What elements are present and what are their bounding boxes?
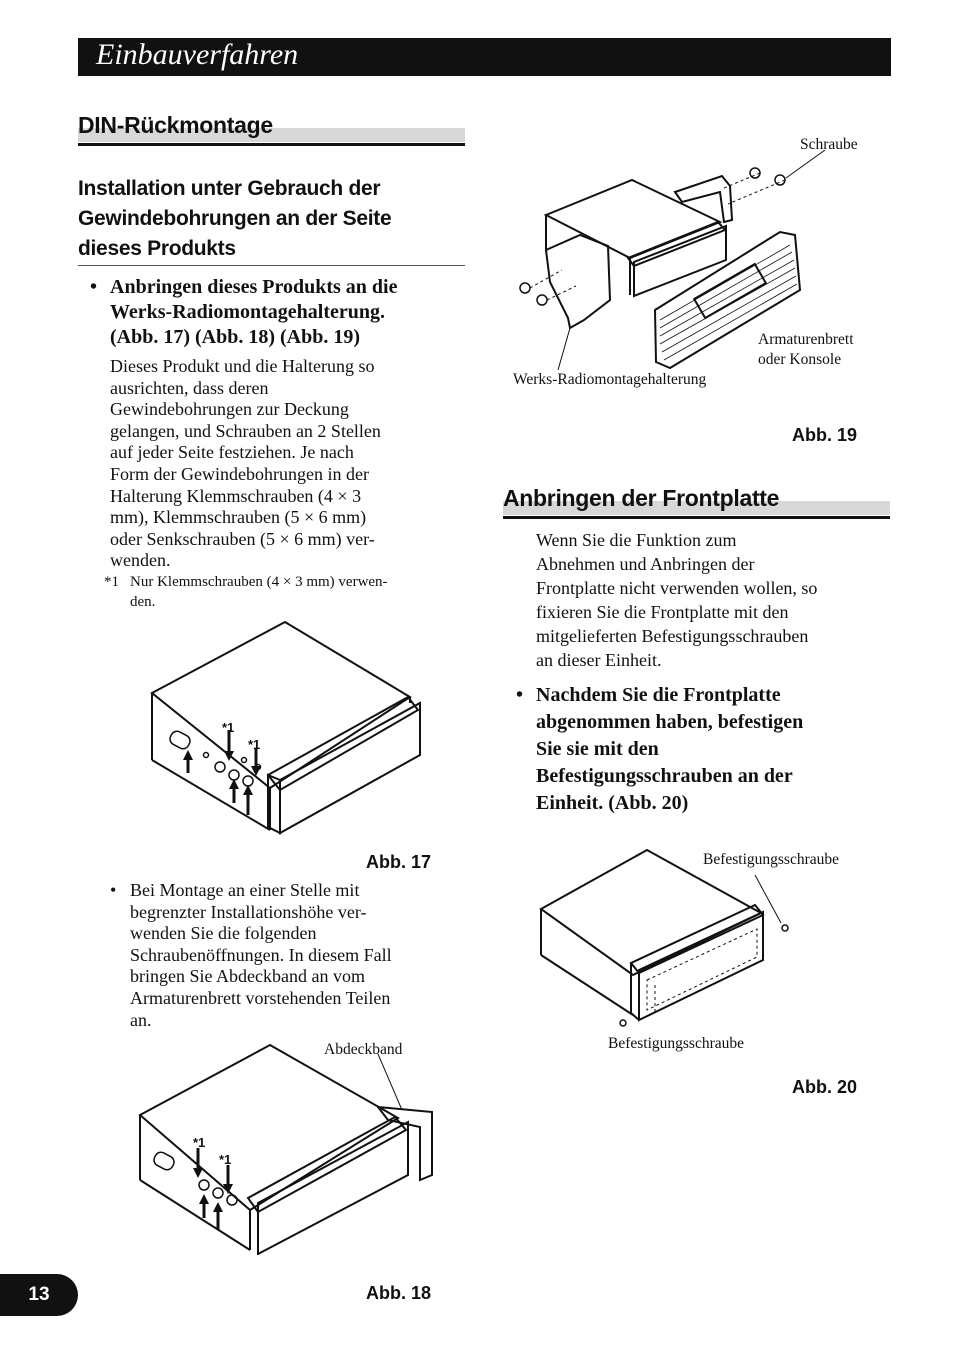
fig20-callout-bottom: Befestigungsschraube [608, 1035, 745, 1052]
fig18-label: Abb. 18 [366, 1283, 432, 1303]
figure-18-illustration [130, 1040, 440, 1255]
fig17-mark-2: *1 [248, 737, 261, 752]
section-underline [78, 143, 465, 146]
bullet-heading-frontplatte: Nachdem Sie die Frontplatte abgenommen haben, befestigen Sie sie mit den Befestigungsschrauben an der Einheit. (Abb. 20) [536, 684, 804, 814]
footnote: Nur Klemmschrauben (4 × 3 mm) verwen- den. [130, 574, 388, 610]
bullet-heading-1: Anbringen dieses Produkts an die Werks-Radiomontagehalterung. (Abb. 17) (Abb. 18) (Abb. 19) [110, 276, 398, 348]
bullet-marker: • [110, 880, 117, 900]
fig20-callout-top: Befestigungsschraube [703, 851, 840, 868]
subsection-rule [78, 265, 465, 266]
section-title-din: DIN-Rückmontage [78, 112, 273, 138]
bullet-text-2: Bei Montage an einer Stelle mit begrenzter Installationshöhe ver- wenden Sie die folgenden Schraubenöffnungen. In diesem Fall bringen Sie Abdeckband an vom Armaturenbrett vorstehenden Teilen an. [130, 880, 392, 1030]
subsection-title: Installation unter Gebrauch der Gewindebohrungen an der Seite dieses Produkts [78, 177, 392, 260]
figure-20-illustration [535, 845, 805, 1030]
fig19-label: Abb. 19 [792, 425, 858, 445]
bullet-marker: • [516, 684, 524, 706]
page-title: Einbauverfahren [96, 38, 299, 71]
fig18-mark-1: *1 [193, 1135, 206, 1150]
fig19-callout-screw: Schraube [800, 136, 858, 153]
fig18-mark-2: *1 [219, 1152, 232, 1167]
fig19-callout-dashboard: Armaturenbrett oder Konsole [758, 331, 854, 368]
section-underline [503, 516, 890, 519]
page-number: 13 [0, 1274, 78, 1316]
fig20-label: Abb. 20 [792, 1077, 858, 1097]
figure-19-illustration [510, 150, 840, 370]
figure-17-illustration [140, 615, 440, 840]
fig19-callout-bracket: Werks-Radiomontagehalterung [513, 371, 707, 388]
fig17-label: Abb. 17 [366, 852, 432, 872]
fig18-callout-tape: Abdeckband [324, 1041, 403, 1058]
section-title-frontplatte: Anbringen der Frontplatte [503, 485, 780, 511]
footnote-marker: *1 [104, 574, 119, 590]
fig17-mark-1: *1 [222, 720, 235, 735]
paragraph-din: Dieses Produkt und die Halterung so ausrichten, dass deren Gewindebohrungen zur Deckung gelangen, und Schrauben an 2 Stellen auf jeder Seite festziehen. Je nach Form der Gewindebohrungen in der Halterung Klemmschrauben (4 × 3 mm), Klemmschrauben (5 × 6 mm) oder Senkschrauben (5 × 6 mm) ver- wenden. [110, 356, 381, 571]
bullet-marker: • [90, 276, 98, 298]
paragraph-frontplatte: Wenn Sie die Funktion zum Abnehmen und Anbringen der Frontplatte nicht verwenden wollen, so fixieren Sie die Frontplatte mit den mitgelieferten Befestigungsschrauben an dieser Einheit. [536, 530, 818, 670]
